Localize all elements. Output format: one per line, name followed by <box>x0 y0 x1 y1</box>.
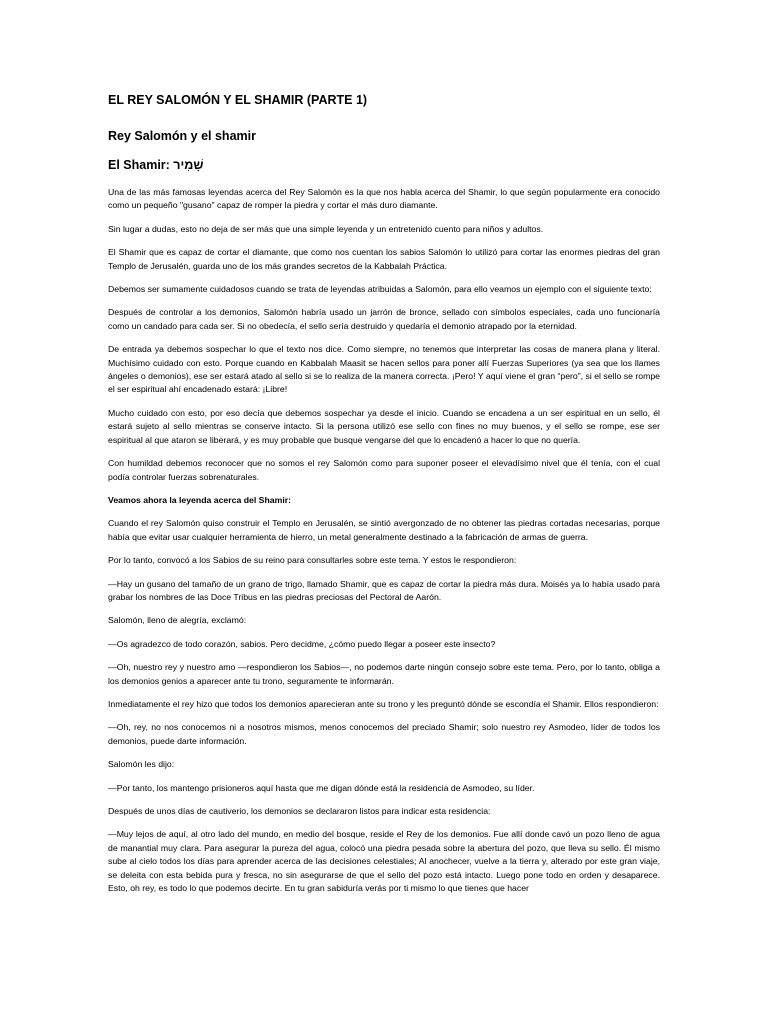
paragraph-16: Inmediatamente el rey hizo que todos los demonios aparecieran ante su trono y les preguntó dónde se escondía el Shamir. Ellos respondieron: <box>108 698 659 709</box>
document-subtitle: Rey Salomón y el shamir <box>108 129 256 143</box>
paragraph-7: Mucho cuidado con esto, por eso decía que debemos sospechar ya desde el inicio. Cuando se encadena a un ser espiritual en un sello, él estará sujeto al sello mientras se conserve intacto. Si la persona utilizó ese sello con fines no muy buenos, y el sello se rompe, ese ser espiritual al que ataron se liberará, y es muy probable que busque vengarse del que lo encadenó a hacer lo que no quería. <box>108 407 660 445</box>
document-title: EL REY SALOMÓN Y EL SHAMIR (PARTE 1) <box>108 93 368 107</box>
paragraph-10: Cuando el rey Salomón quiso construir el Templo en Jerusalén, se sintió avergonzado de no obtener las piedras cortadas necesarias, porque había que evitar usar cualquier herramienta de hierro, un metal generalmente destinado a la fabricación de armas de guerra. <box>108 518 660 542</box>
paragraph-13: Salomón, lleno de alegría, exclamó: <box>108 615 247 626</box>
paragraph-17: —Oh, rey, no nos conocemos ni a nosotros mismos, menos conocemos del preciado Shamir; solo nuestro rey Asmodeo, líder de todos los demonios, puede darte información. <box>108 722 660 746</box>
paragraph-5: Después de controlar a los demonios, Salomón habría usado un jarrón de bronce, sellado con símbolos especiales, cada uno funcionaría como un candado para cada ser. Si no obedecía, el sello sería destruido y quedaría el demonio atrapado por la eternidad. <box>108 307 660 331</box>
section-heading-shamir: El Shamir: שָׁמִיר <box>108 158 204 172</box>
paragraph-11: Por lo tanto, convocó a los Sabios de su reino para consultarles sobre este tema. Y estos le respondieron: <box>108 555 517 566</box>
paragraph-3: El Shamir que es capaz de cortar el diamante, que como nos cuentan los sabios Salomón lo utilizó para cortar las enormes piedras del gran Templo de Jerusalén, guarda uno de los más grandes secretos de la Kabbalah Práctica. <box>108 247 660 271</box>
paragraph-8: Con humildad debemos reconocer que no somos el rey Salomón como para suponer poseer el elevadísimo nivel que él tenía, con el cual podía controlar fuerzas sobrenaturales. <box>108 458 660 482</box>
paragraph-6: De entrada ya debemos sospechar lo que el texto nos dice. Como siempre, no tenemos que interpretar las cosas de manera plana y literal. Muchísimo cuidado con esto. Porque cuando en Kabbalah Maasit se hacen sellos para poner allí Fuerzas Superiores (ya sea que los llames ángeles o demonios), ese ser estará atado al sello si se lo realiza de la manera correcta. ¡Pero! Y aquí viene el gran “pero”, si el sello se rompe el ser espiritual ahí encadenado estará: ¡Libre! <box>108 344 660 395</box>
paragraph-4: Debemos ser sumamente cuidadosos cuando se trata de leyendas atribuidas a Salomón, para ello veamos un ejemplo con el siguiente texto: <box>108 284 652 295</box>
paragraph-15: —Oh, nuestro rey y nuestro amo —respondieron los Sabios—, no podemos darte ningún consejo sobre este tema. Pero, por lo tanto, obliga a los demonios genios a aparecer ante tu trono, seguramente te informarán. <box>108 662 660 686</box>
section-heading-leyenda: Veamos ahora la leyenda acerca del Shamir: <box>108 494 292 505</box>
paragraph-14: —Os agradezco de todo corazón, sabios. Pero decidme, ¿cómo puedo llegar a poseer este insecto? <box>108 638 496 649</box>
paragraph-1: Una de las más famosas leyendas acerca del Rey Salomón es la que nos habla acerca del Shamir, lo que según popularmente era conocido como un pequeño "gusano" capaz de romper la piedra y cortar el más duro diamante. <box>108 187 660 211</box>
paragraph-20: Después de unos días de cautiverio, los demonios se declararon listos para indicar esta residencia: <box>108 806 491 816</box>
paragraph-21: —Muy lejos de aquí, al otro lado del mundo, en medio del bosque, reside el Rey de los demonios. Fue allí donde cavó un pozo lleno de agua de manantial muy clara. Para asegurar la pureza del agua, colocó una piedra pesada sobre la abertura del pozo, que lleva su sello. Él mismo sube al cielo todos los días para aprender acerca de las decisiones celestiales; Al anochecer, vuelve a la tierra y, alterado por este gran viaje, se deleita con esta bebida pura y fresca, no sin asegurarse de que el sello del pozo está intacto. Luego pone todo en orden y desaparece. Esto, oh rey, es todo lo que podemos decirte. En tu gran sabiduría verás por ti mismo lo que tienes que hacer <box>108 829 660 894</box>
paragraph-19: —Por tanto, los mantengo prisioneros aquí hasta que me digan dónde está la residencia de Asmodeo, su líder. <box>108 782 535 793</box>
document-page <box>108 92 660 905</box>
paragraph-2: Sin lugar a dudas, esto no deja de ser más que una simple leyenda y un entretenido cuento para niños y adultos. <box>108 223 544 234</box>
paragraph-12: —Hay un gusano del tamaño de un grano de trigo, llamado Shamir, que es capaz de cortar la piedra más dura. Moisés ya lo había usado para grabar los nombres de las Doce Tribus en las piedras preciosas del Pectoral de Aarón. <box>108 578 660 602</box>
paragraph-18: Salomón les dijo: <box>108 759 175 770</box>
